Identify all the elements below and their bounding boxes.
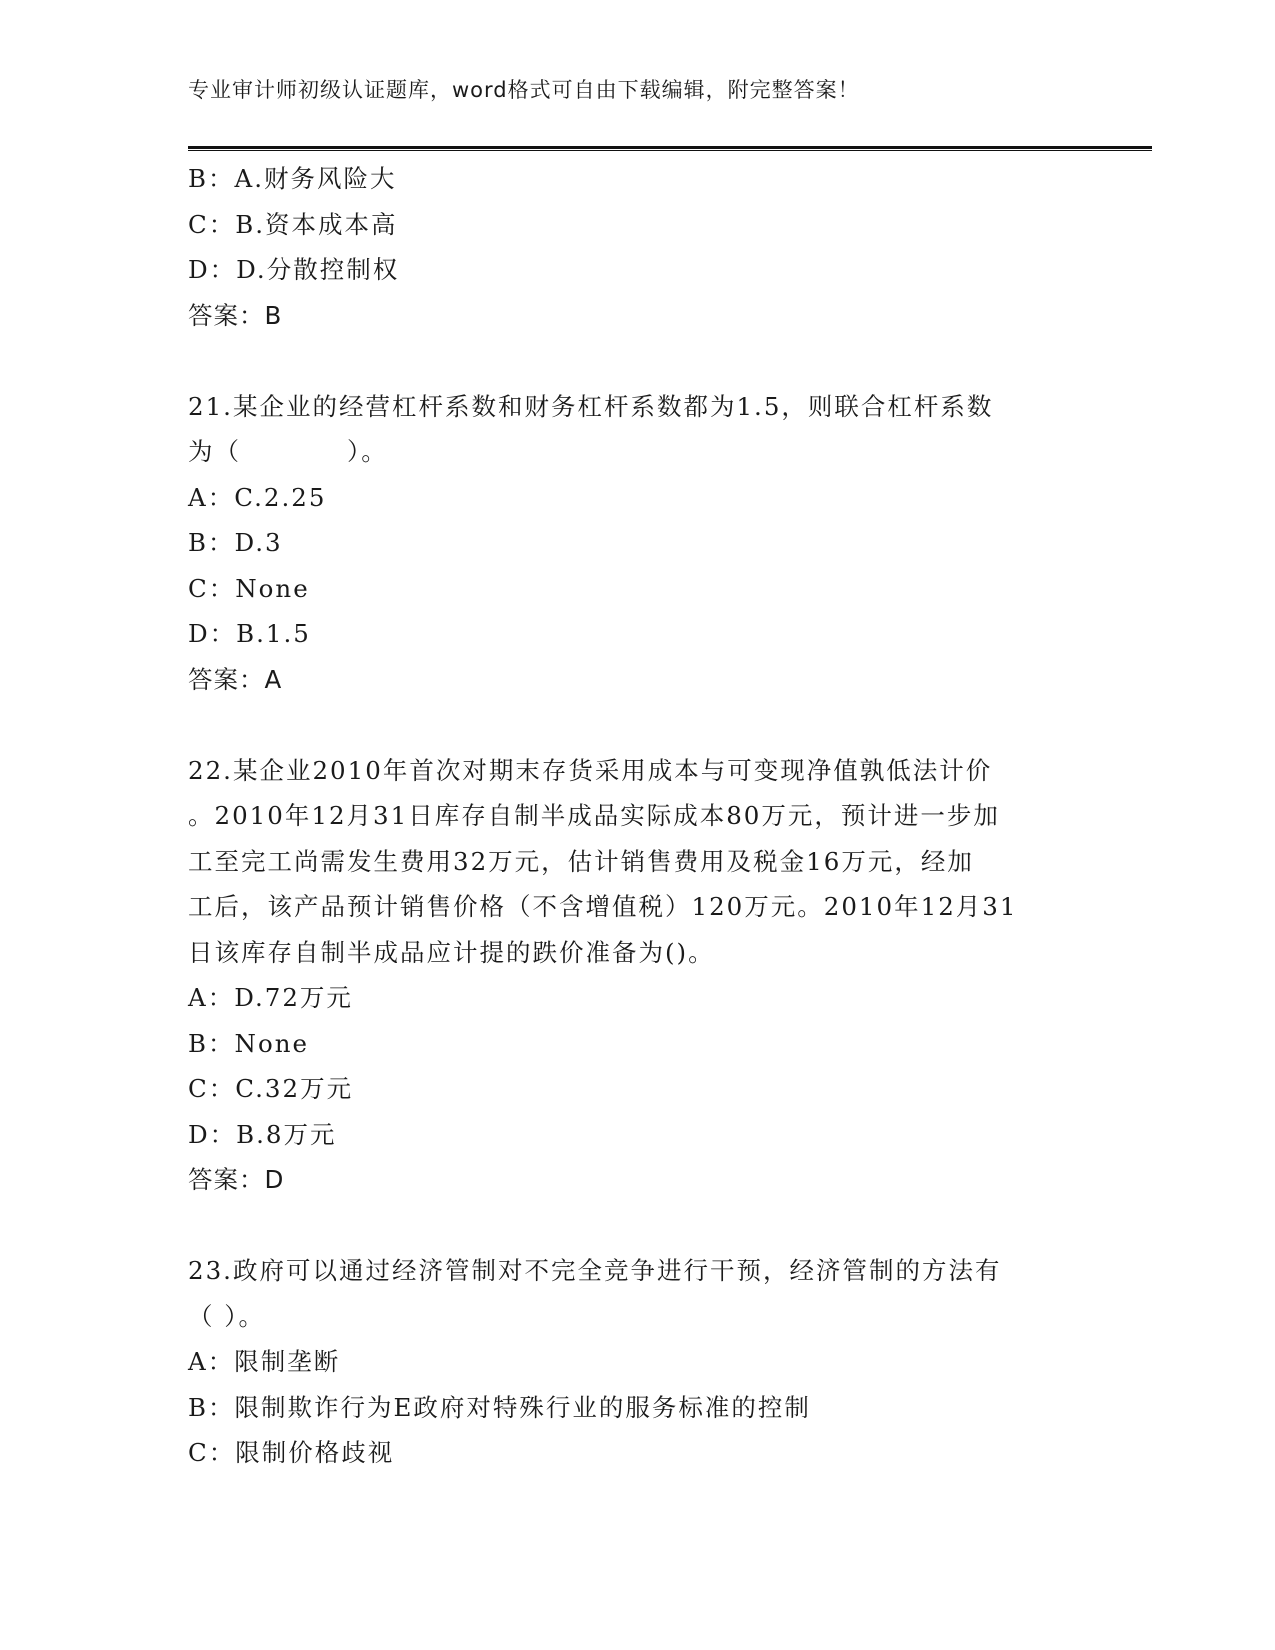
answer-option: B：None — [188, 1028, 309, 1058]
question-block — [188, 384, 1088, 703]
answer-option: B：限制欺诈行为E政府对特殊行业的服务标准的控制 — [188, 1392, 811, 1422]
question-text-line: （ ）。 — [188, 1301, 266, 1331]
answer-key: 答案：A — [188, 664, 283, 694]
answer-option: D：B.8万元 — [188, 1119, 337, 1149]
block-spacer — [188, 338, 1088, 384]
answer-option: C：C.32万元 — [188, 1074, 354, 1103]
question-block — [188, 1248, 1088, 1476]
question-text-line: 。2010年12月31日库存自制半成品实际成本80万元，预计进一步加 — [188, 801, 1000, 830]
answer-option: C：None — [188, 573, 310, 603]
answer-option: A：C.2.25 — [188, 482, 327, 512]
question-text-line: 日该库存自制半成品应计提的跌价准备为()。 — [188, 937, 715, 967]
question-block — [188, 748, 1088, 1203]
answer-option: C：B.资本成本高 — [188, 209, 398, 239]
answer-option: D：B.1.5 — [188, 619, 311, 648]
document-header: 专业审计师初级认证题库，word格式可自由下载编辑，附完整答案！ — [188, 78, 860, 102]
question-text-line: 工至完工尚需发生费用32万元，估计销售费用及税金16万元，经加 — [188, 846, 974, 876]
answer-key: 答案：B — [188, 300, 283, 330]
answer-option: B：A.财务风险大 — [188, 164, 397, 193]
question-text-line: 21.某企业的经营杠杆系数和财务杠杆系数都为1.5，则联合杠杆系数 — [188, 391, 994, 421]
question-text-line: 工后，该产品预计销售价格（不含增值税）120万元。2010年12月31 — [188, 892, 1018, 921]
header-divider — [188, 146, 1152, 151]
answer-option: C：限制价格歧视 — [188, 1438, 395, 1467]
answer-key: 答案：D — [188, 1165, 285, 1194]
block-spacer — [188, 1203, 1088, 1249]
answer-option: A：限制垄断 — [188, 1347, 341, 1376]
question-text-line: 23.政府可以通过经济管制对不完全竞争进行干预，经济管制的方法有 — [188, 1256, 1002, 1285]
question-text-line: 22.某企业2010年首次对期末存货采用成本与可变现净值孰低法计价 — [188, 755, 993, 785]
question-text-line: 为（ ）。 — [188, 437, 388, 466]
block-spacer — [188, 702, 1088, 748]
answer-option: D：D.分散控制权 — [188, 255, 400, 284]
answer-option: A：D.72万元 — [188, 983, 353, 1012]
answer-option: B：D.3 — [188, 528, 283, 557]
question-list — [188, 156, 1088, 1476]
question-block — [188, 156, 1088, 338]
